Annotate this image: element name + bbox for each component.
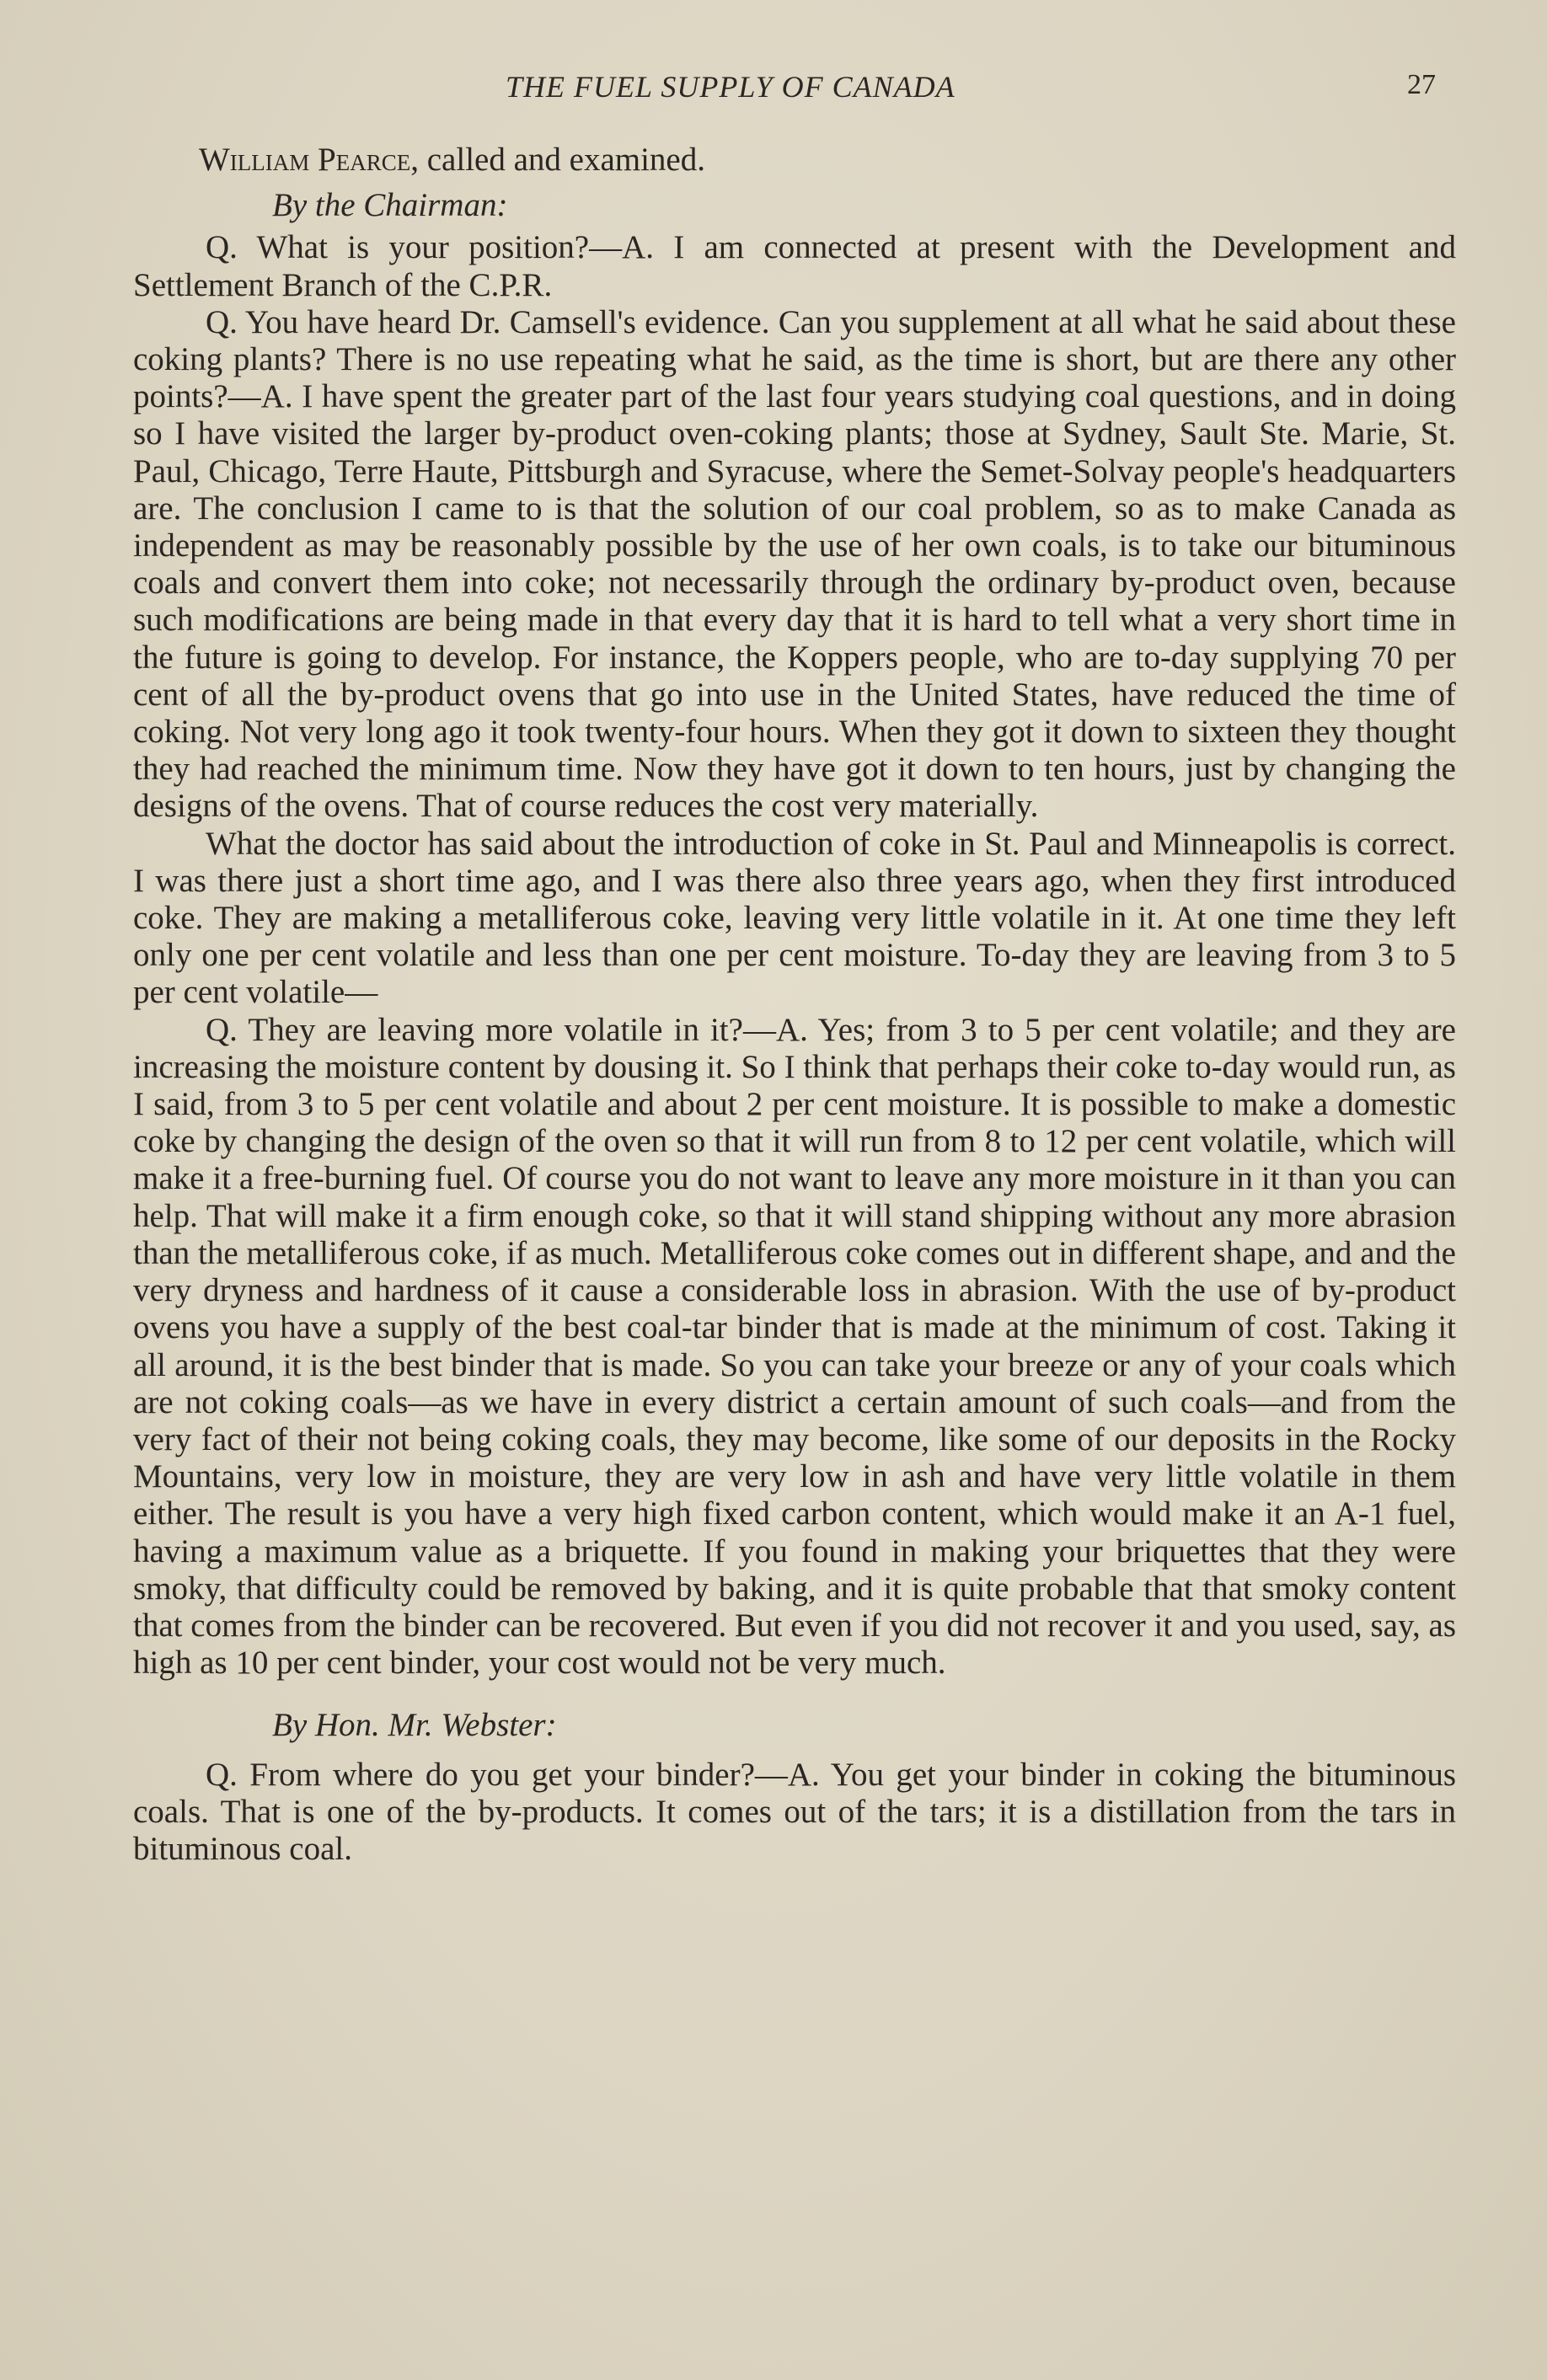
paragraph: What the doctor has said about the introduction of coke in St. Paul and Minneapolis is correct. I was there just a short time ago, and I was there also three years ago, when they first introduced coke. They are making a metalliferous coke, leaving very little volatile in it. At one time they left only one per cent volatile and less than one per cent moisture. To-day they are leaving from 3 to 5 per cent volatile— <box>133 825 1456 1011</box>
paragraph: Q. From where do you get your binder?—A. You get your binder in coking the bituminous coals. That is one of the by-products. It comes out of the tars; it is a distillation from the tars in bituminous coal. <box>133 1756 1456 1867</box>
paragraph: Q. What is your position?—A. I am connected at present with the Development and Settlement Branch of the C.P.R. <box>133 229 1456 303</box>
page-number: 27 <box>1407 69 1436 100</box>
body-text <box>133 142 1456 1868</box>
witness-name: William Pearce, <box>199 142 419 178</box>
witness-line <box>133 142 1456 179</box>
paragraph: Q. They are leaving more volatile in it?—A. Yes; from 3 to 5 per cent volatile; and they are increasing the moisture content by dousing it. So I think that perhaps their coke to-day would run, as I said, from 3 to 5 per cent volatile and about 2 per cent moisture. It is possible to make a domestic coke by changing the design of the oven so that it will run from 8 to 12 per cent volatile, which will make it a free-burning fuel. Of course you do not want to leave any more moisture in it than you can help. That will make it a firm enough coke, so that it will stand shipping without any more abrasion than the metalliferous coke, if as much. Metalliferous coke comes out in different shape, and and the very dryness and hardness of it cause a considerable loss in abrasion. With the use of by-product ovens you have a supply of the best coal-tar binder that is made at the minimum of cost. Taking it all around, it is the best binder that is made. So you can take your breeze or any of your coals which are not coking coals—as we have in every district a certain amount of such coals—and from the very fact of their not being coking coals, they may become, like some of our deposits in the Rocky Mountains, very low in moisture, they are very low in ash and have very little volatile in them either. The result is you have a very high fixed carbon content, which would make it an A-1 fuel, having a maximum value as a briquette. If you found in making your briquettes that they were smoky, that difficulty could be removed by baking, and it is quite probable that that smoky content that comes from the binder can be recovered. But even if you did not recover it and you used, say, as high as 10 per cent binder, your cost would not be very much. <box>133 1011 1456 1682</box>
examiner-heading: By Hon. Mr. Webster: <box>272 1707 557 1744</box>
examiner-heading: By the Chairman: <box>272 187 508 224</box>
paragraph: Q. You have heard Dr. Camsell's evidence. Can you supplement at all what he said about these coking plants? There is no use repeating what he said, as the time is short, but are there any other points?—A. I have spent the greater part of the last four years studying coal questions, and in doing so I have visited the larger by-product oven-coking plants; those at Sydney, Sault Ste. Marie, St. Paul, Chicago, Terre Haute, Pittsburgh and Syracuse, where the Semet-Solvay people's headquarters are. The conclusion I came to is that the solution of our coal problem, so as to make Canada as independent as may be reasonably possible by the use of her own coals, is to take our bituminous coals and convert them into coke; not necessarily through the ordinary by-product oven, because such modifications are being made in that every day that it is hard to tell what a very short time in the future is going to develop. For instance, the Koppers people, who are to-day supplying 70 per cent of all the by-product ovens that go into use in the United States, have reduced the time of coking. Not very long ago it took twenty-four hours. When they got it down to sixteen they thought they had reached the minimum time. Now they have got it down to ten hours, just by changing the designs of the ovens. That of course reduces the cost very materially. <box>133 303 1456 825</box>
witness-status: called and examined. <box>418 142 705 178</box>
running-title: THE FUEL SUPPLY OF CANADA <box>506 70 956 104</box>
